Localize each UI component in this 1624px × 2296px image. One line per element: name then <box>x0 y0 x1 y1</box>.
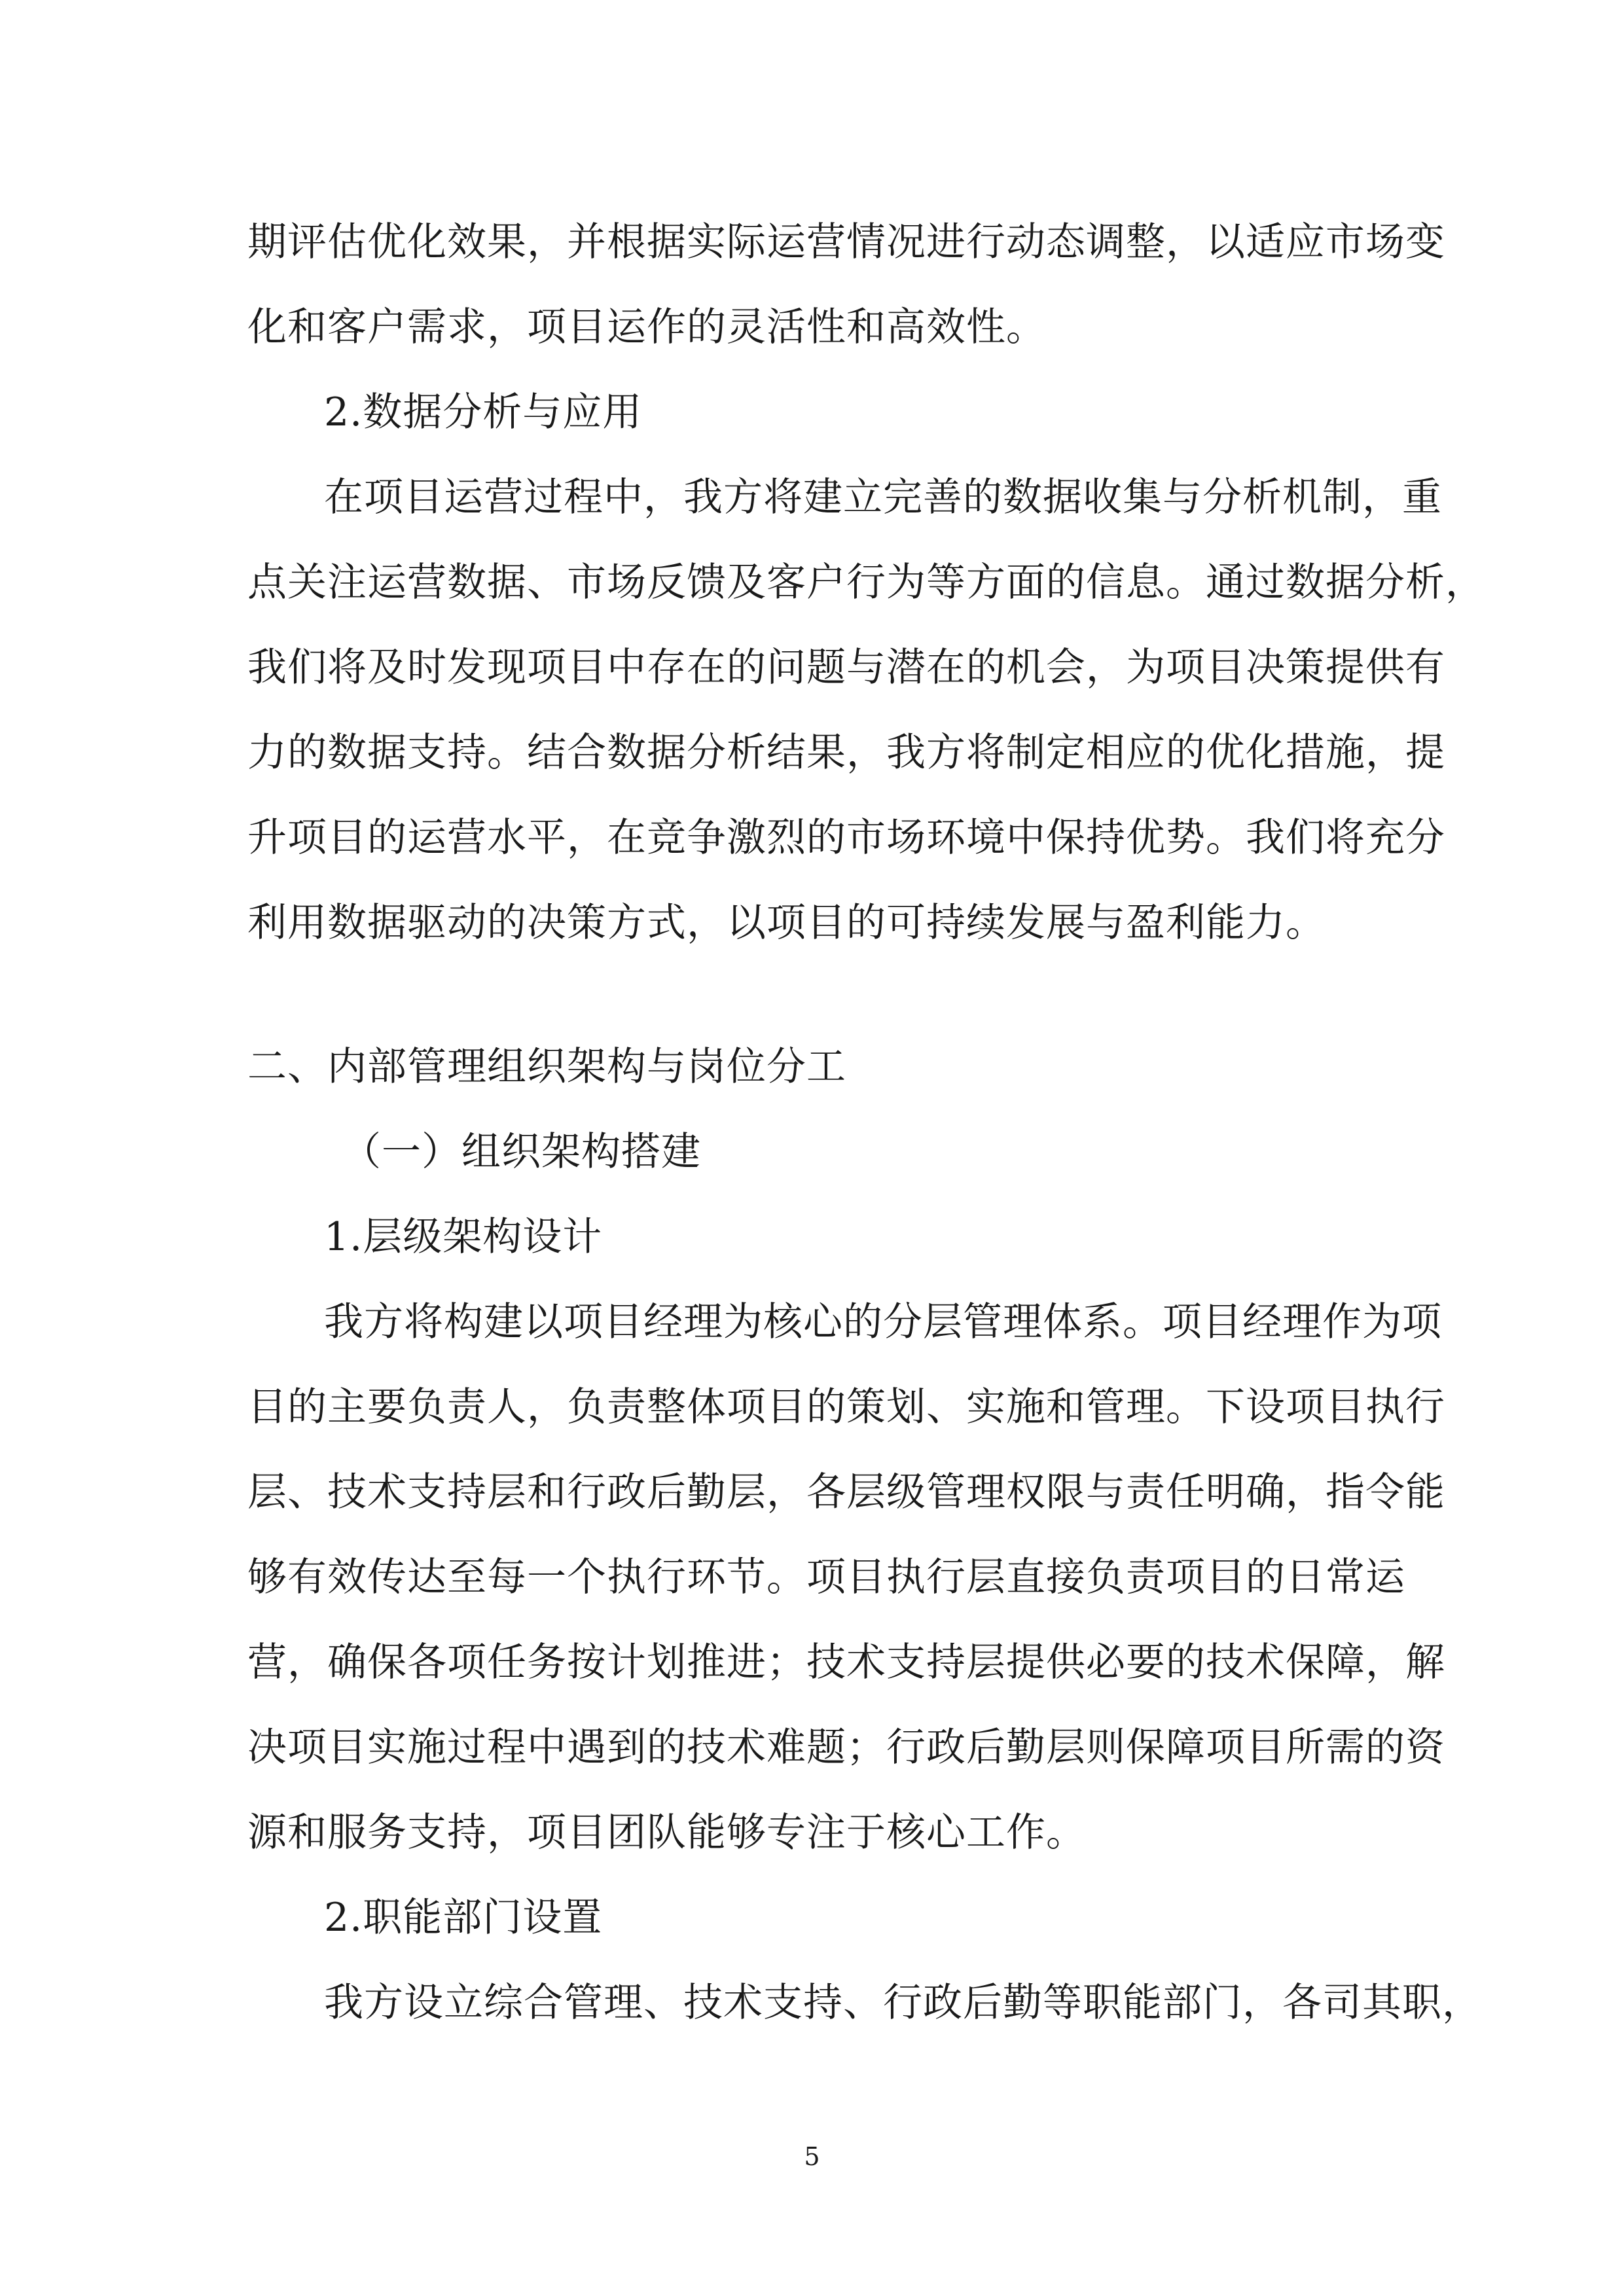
paragraph-line: 决项目实施过程中遇到的技术难题；行政后勤层则保障项目所需的资 <box>247 1725 1445 1770</box>
paragraph-line: 够有效传达至每一个执行环节。项目执行层直接负责项目的日常运 <box>247 1554 1405 1600</box>
paragraph-line: 营，确保各项任务按计划推进；技术支持层提供必要的技术保障，解 <box>247 1640 1445 1685</box>
paragraph-line: 升项目的运营水平，在竞争激烈的市场环境中保持优势。我们将充分 <box>247 815 1445 861</box>
paragraph-line: 源和服务支持，项目团队能够专注于核心工作。 <box>247 1810 1086 1856</box>
paragraph-line: 点关注运营数据、市场反馈及客户行为等方面的信息。通过数据分析， <box>247 560 1485 605</box>
paragraph-line: 在项目运营过程中，我方将建立完善的数据收集与分析机制，重 <box>324 475 1442 520</box>
paragraph-line: 层、技术支持层和行政后勤层，各层级管理权限与责任明确，指令能 <box>247 1469 1445 1515</box>
paragraph-line: 我们将及时发现项目中存在的问题与潜在的机会，为项目决策提供有 <box>247 645 1445 691</box>
subsection-heading: 1.层级架构设计 <box>324 1214 603 1260</box>
page-number: 5 <box>804 2142 820 2171</box>
paragraph-line: 我方设立综合管理、技术支持、行政后勤等职能部门，各司其职， <box>324 1980 1482 2026</box>
section-heading: 二、内部管理组织架构与岗位分工 <box>247 1044 846 1090</box>
paragraph-line: 期评估优化效果，并根据实际运营情况进行动态调整，以适应市场变 <box>247 219 1445 265</box>
subsection-heading: 2.职能部门设置 <box>324 1895 603 1941</box>
paragraph-line: 目的主要负责人，负责整体项目的策划、实施和管理。下设项目执行 <box>247 1384 1445 1430</box>
paragraph-line: 力的数据支持。结合数据分析结果，我方将制定相应的优化措施，提 <box>247 730 1445 776</box>
subsection-heading: 2.数据分析与应用 <box>324 389 643 435</box>
paragraph-line: 化和客户需求，项目运作的灵活性和高效性。 <box>247 304 1046 350</box>
paragraph-line: 我方将构建以项目经理为核心的分层管理体系。项目经理作为项 <box>324 1299 1442 1345</box>
paragraph-line: 利用数据驱动的决策方式，以项目的可持续发展与盈利能力。 <box>247 900 1326 946</box>
subsection-heading: （一）组织架构搭建 <box>342 1129 701 1175</box>
